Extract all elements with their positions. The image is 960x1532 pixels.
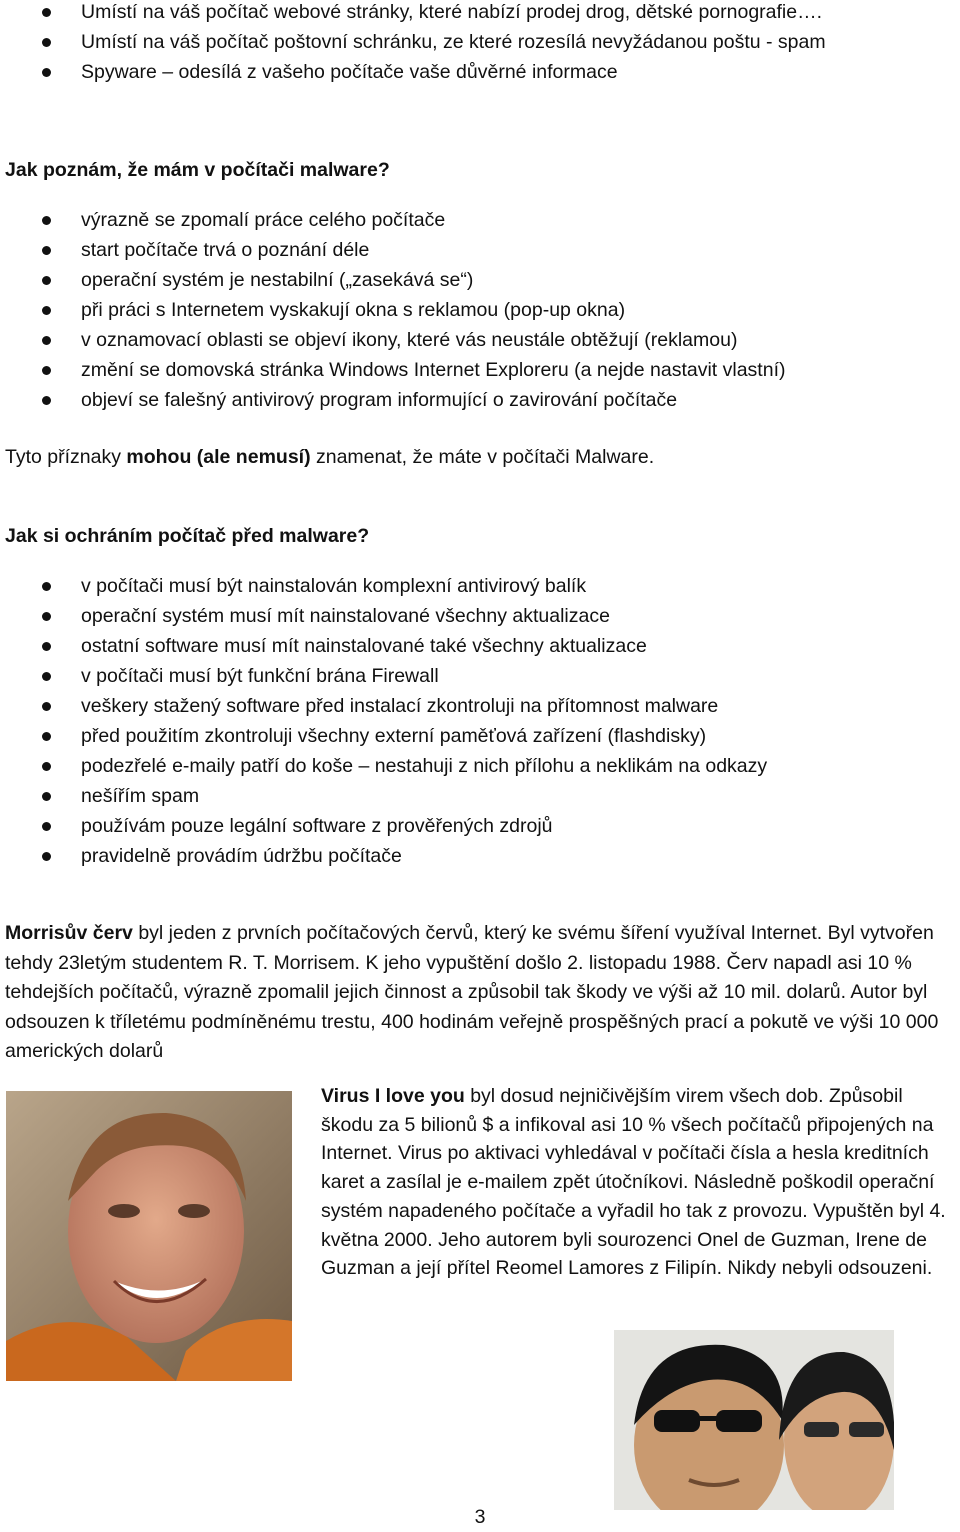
list-item: ostatní software musí mít nainstalované také všechny aktualizace — [0, 631, 960, 661]
morris-photo — [6, 1091, 292, 1381]
list-item: před použitím zkontroluji všechny externí paměťová zařízení (flashdisky) — [0, 721, 960, 751]
portrait-image — [6, 1091, 292, 1381]
list-item: výrazně se zpomalí práce celého počítače — [0, 205, 960, 235]
list-item: objeví se falešný antivirový program informující o zavirování počítače — [0, 385, 960, 415]
list-item: operační systém je nestabilní („zasekává se“) — [0, 265, 960, 295]
list-item: start počítače trvá o poznání déle — [0, 235, 960, 265]
note-text: Tyto příznaky — [5, 446, 127, 468]
list-item: podezřelé e-maily patří do koše – nestahuji z nich přílohu a neklikám na odkazy — [0, 751, 960, 781]
list-item: Umístí na váš počítač webové stránky, které nabízí prodej drog, dětské pornografie…. — [0, 0, 960, 27]
morris-text: byl jeden z prvních počítačových červů, který ke svému šíření využíval Internet. Byl vytvořen tehdy 23letým studentem R. T. Morrisem. K jeho vypuštění došlo 2. listopadu 1988. Červ napadl asi 10 % tehdejších počítačů, výrazně zpomalil jejich činnost a způsobil tak škody ve výši až 10 mil. dolarů. Autor byl odsouzen k tříletému podmíněnému trestu, 400 hodinám veřejně prospěšných prací a pokutě ve výši 10 000 amerických dolarů — [5, 922, 939, 1062]
list-item: Umístí na váš počítač poštovní schránku, ze které rozesílá nevyžádanou poštu - spam — [0, 27, 960, 57]
list-item: v oznamovací oblasti se objeví ikony, které vás neustále obtěžují (reklamou) — [0, 325, 960, 355]
protection-list — [0, 571, 960, 871]
iloveyou-paragraph — [321, 1082, 957, 1283]
section-heading: Jak poznám, že mám v počítači malware? — [5, 159, 390, 181]
list-item: nešířím spam — [0, 781, 960, 811]
section-heading: Jak si ochráním počítač před malware? — [5, 525, 370, 547]
de-guzman-photo — [614, 1330, 894, 1510]
list-item: v počítači musí být nainstalován komplexní antivirový balík — [0, 571, 960, 601]
list-item: operační systém musí mít nainstalované všechny aktualizace — [0, 601, 960, 631]
list-item: Spyware – odesílá z vašeho počítače vaše důvěrné informace — [0, 57, 960, 87]
symptoms-note — [5, 443, 654, 473]
two-people-image — [614, 1330, 894, 1510]
note-bold-text: mohou (ale nemusí) — [126, 446, 311, 468]
list-item: používám pouze legální software z prověřených zdrojů — [0, 811, 960, 841]
note-text-end: znamenat, že máte v počítači Malware. — [310, 446, 655, 468]
list-item: v počítači musí být funkční brána Firewall — [0, 661, 960, 691]
list-item: při práci s Internetem vyskakují okna s reklamou (pop-up okna) — [0, 295, 960, 325]
list-item: změní se domovská stránka Windows Internet Exploreru (a nejde nastavit vlastní) — [0, 355, 960, 385]
symptoms-list — [0, 205, 960, 415]
page-number: 3 — [474, 1506, 486, 1528]
list-item: pravidelně provádím údržbu počítače — [0, 841, 960, 871]
list-item: veškery stažený software před instalací zkontroluji na přítomnost malware — [0, 691, 960, 721]
iloveyou-bold-term: Virus I love you — [321, 1085, 465, 1107]
morris-bold-term: Morrisův červ — [5, 922, 133, 944]
morris-paragraph — [5, 919, 960, 1067]
iloveyou-text: byl dosud nejničivějším virem všech dob. Způsobil škodu za 5 bilionů $ a infikoval asi 10 % všech počítačů připojených na Internet. Virus po aktivaci vyhledával v počítači čísla a hesla kreditních karet a zasílal je e-mailem zpět útočníkovi. Následně poškodil operační systém napadeného počítače a vyřadil ho tak z provozu. Vypuštěn byl 4. května 2000. Jeho autorem byli sourozenci Onel de Guzman, Irene de Guzman a její přítel Reomel Lamores z Filipín. Nikdy nebyli odsouzeni. — [321, 1085, 946, 1280]
top-bullet-list — [0, 0, 960, 87]
